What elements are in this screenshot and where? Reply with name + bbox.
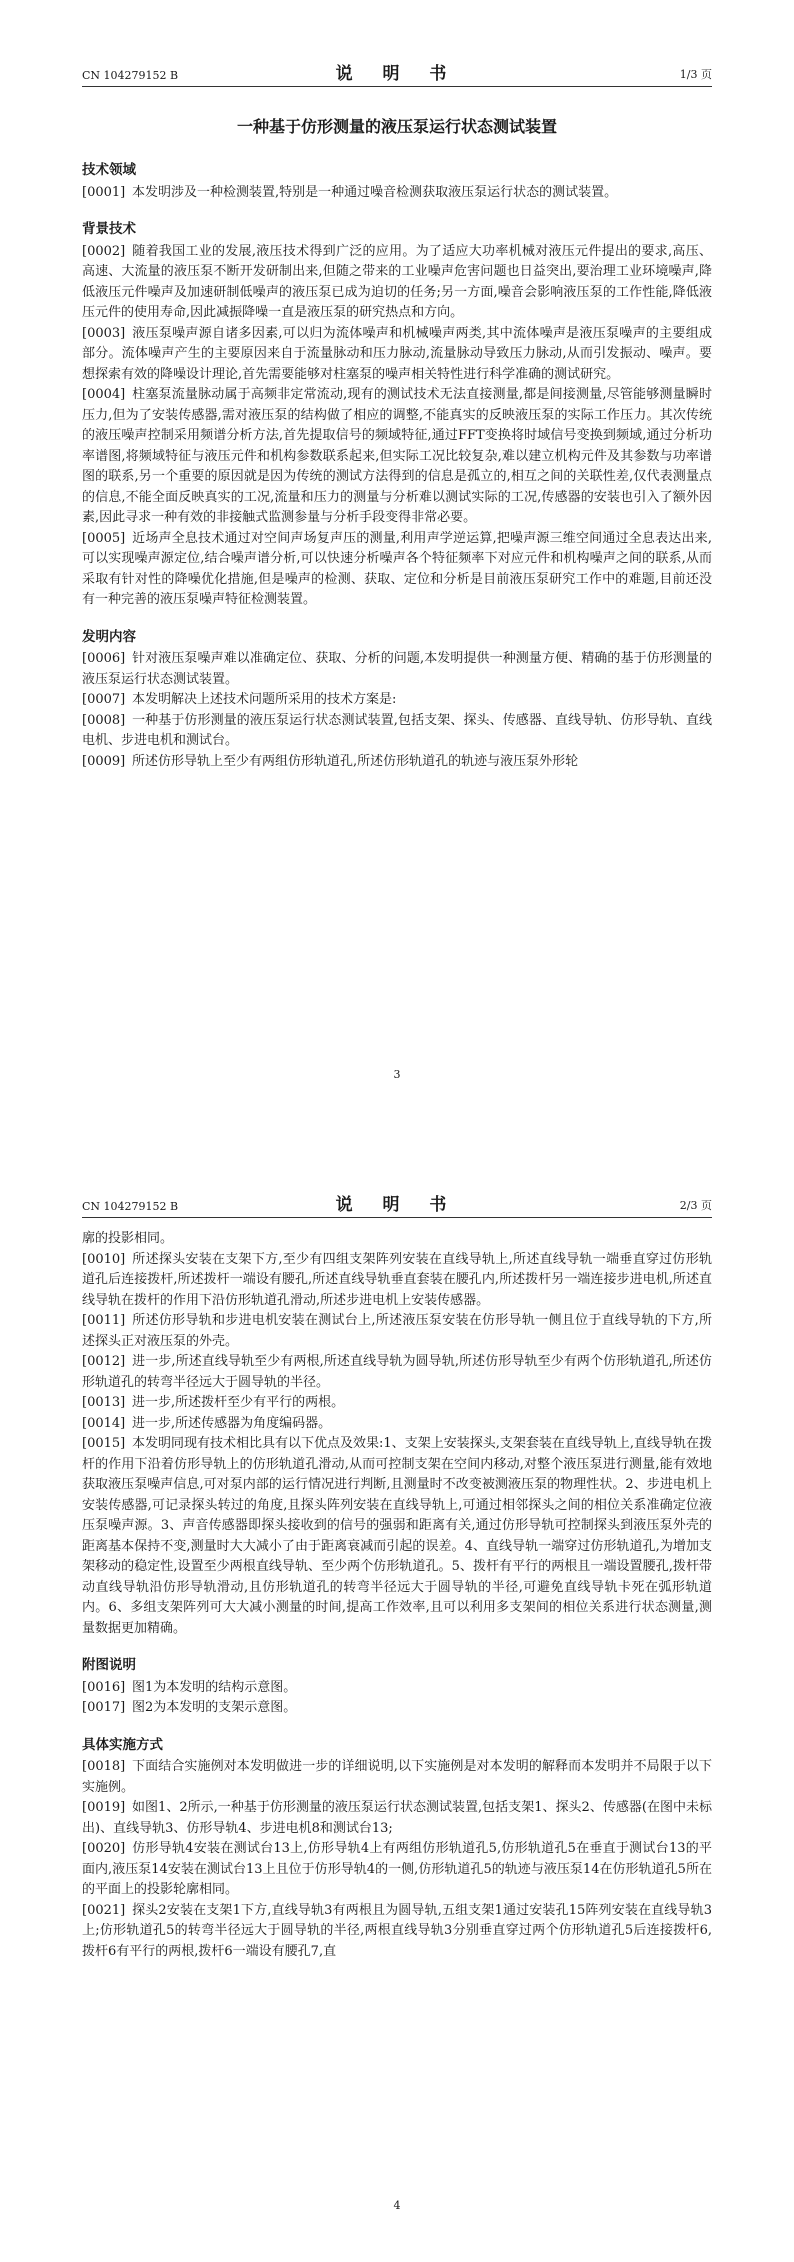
paragraph-number: [0014] <box>82 1415 126 1431</box>
paragraph-text: 针对液压泵噪声难以准确定位、获取、分析的问题,本发明提供一种测量方便、精确的基于仿形测量的液压泵运行状态测试装置。 <box>82 651 712 687</box>
paragraph-0002 <box>82 242 712 324</box>
paragraph-number: [0011] <box>82 1313 126 1328</box>
paragraph-0011 <box>82 1311 712 1352</box>
paragraph-text: 液压泵噪声源自诸多因素,可以归为流体噪声和机械噪声两类,其中流体噪声是液压泵噪声的主要组成部分。流体噪声产生的主要原因来自于流量脉动和压力脉动,流量脉动导致压力脉动,从而引发振动、噪声。要想探索有效的降噪设计理论,首先需要能够对柱塞泵的噪声相关特性进行科学准确的测试研究。 <box>82 325 712 382</box>
paragraph-number: [0012] <box>82 1354 126 1369</box>
paragraph-0019 <box>82 1798 712 1839</box>
paragraph-number: [0005] <box>82 530 126 546</box>
page-header <box>82 62 712 87</box>
paragraph-0018 <box>82 1757 712 1798</box>
paragraph-text: 进一步,所述直线导轨至少有两根,所述直线导轨为圆导轨,所述仿形导轨至少有两个仿形轨道孔,所述仿形轨道孔的转弯半径远大于圆导轨的半径。 <box>82 1354 712 1390</box>
paragraph-0010 <box>82 1250 712 1312</box>
paragraph-0017 <box>82 1698 712 1719</box>
section-heading-drawings: 附图说明 <box>82 1657 136 1673</box>
section-heading-background: 背景技术 <box>82 221 136 237</box>
paragraph-number: [0006] <box>82 651 126 666</box>
paragraph-text: 图1为本发明的结构示意图。 <box>132 1679 297 1695</box>
paragraph-number: [0009] <box>82 753 126 769</box>
paragraph-0015 <box>82 1434 712 1639</box>
paragraph-text: 本发明解决上述技术问题所采用的技术方案是: <box>132 692 397 707</box>
paragraph-text: 柱塞泵流量脉动属于高频非定常流动,现有的测试技术无法直接测量,都是间接测量,尽管能够测量瞬时压力,但为了安装传感器,需对液压泵的结构做了相应的调整,不能真实的反映液压泵的实际工作压力。其次传统的液压噪声控制采用频谱分析方法,首先提取信号的频域特征,通过FFT变换将时域信号变换到频域,通过分析功率谱图,将频域特征与液压元件和机构参数联系起来,但实际工况比较复杂,难以建立机构元件及其参数与功率谱图的联系,另一个重要的原因就是因为传统的测试方法得到的信息是孤立的,相互之间的关联性差,仅代表测量点的信息,不能全面反映真实的工况,流量和压力的测量与分析难以测试实际的工况,传感器的安装也引入了额外因素,因此寻求一种有效的非接触式监测参量与分析手段变得非常必要。 <box>82 387 712 525</box>
page-header <box>82 1193 712 1218</box>
section-heading-embodiment: 具体实施方式 <box>82 1736 163 1753</box>
paragraph-number: [0018] <box>82 1759 126 1774</box>
paragraph-text: 下面结合实施例对本发明做进一步的详细说明,以下实施例是对本发明的解释而本发明并不局限于以下实施例。 <box>82 1759 712 1795</box>
patent-number: CN 104279152 B <box>82 69 179 82</box>
paragraph-number: [0007] <box>82 692 126 707</box>
paragraph-number: [0002] <box>82 243 126 259</box>
paragraph-text: 探头2安装在支架1下方,直线导轨3有两根且为圆导轨,五组支架1通过安装孔15阵列安装在直线导轨3上;仿形轨道孔5的转弯半径远大于圆导轨的半径,两根直线导轨3分别垂直穿过两个仿形轨道孔5后连接拨杆6,拨杆6有平行的两根,拨杆6一端设有腰孔7,直 <box>82 1902 712 1959</box>
page-footer-number: 4 <box>393 2199 401 2212</box>
paragraph-text: 近场声全息技术通过对空间声场复声压的测量,利用声学逆运算,把噪声源三维空间通过全息表达出来,可以实现噪声源定位,结合噪声谱分析,可以快速分析噪声各个特征频率下对应元件和机构噪声之间的联系,从而采取有针对性的降噪优化措施,但是噪声的检测、获取、定位和分析是目前液压泵研究工作中的难题,目前还没有一种完善的液压泵噪声特征检测装置。 <box>82 530 712 607</box>
section-heading-summary: 发明内容 <box>82 628 136 645</box>
paragraph-number: [0021] <box>82 1902 126 1918</box>
paragraph-number: [0019] <box>82 1800 126 1815</box>
paragraph-text: 如图1、2所示,一种基于仿形测量的液压泵运行状态测试装置,包括支架1、探头2、传感器(在图中未标出)、直线导轨3、仿形导轨4、步进电机8和测试台13; <box>82 1800 712 1836</box>
paragraph-0003 <box>82 324 712 386</box>
paragraph-0014 <box>82 1414 712 1435</box>
paragraph-0016 <box>82 1678 712 1699</box>
paragraph-number: [0003] <box>82 325 126 341</box>
paragraph-number: [0017] <box>82 1700 126 1715</box>
section-heading-tech-field: 技术领域 <box>82 162 136 178</box>
paragraph-text: 一种基于仿形测量的液压泵运行状态测试装置,包括支架、探头、传感器、直线导轨、仿形导轨、直线电机、步进电机和测试台。 <box>82 712 712 748</box>
page-body <box>82 160 712 772</box>
page-body <box>82 1229 712 1962</box>
paragraph-text: 图2为本发明的支架示意图。 <box>132 1700 297 1715</box>
patent-number: CN 104279152 B <box>82 1200 179 1213</box>
paragraph-0020 <box>82 1839 712 1901</box>
header-title: 说 明 书 <box>335 1195 459 1215</box>
paragraph-0013 <box>82 1393 712 1414</box>
paragraph-number: [0010] <box>82 1251 126 1267</box>
header-title: 说 明 书 <box>335 64 459 84</box>
paragraph-0004 <box>82 385 712 529</box>
page-footer-number: 3 <box>393 1068 401 1081</box>
paragraph-0001 <box>82 183 712 204</box>
paragraph-0008 <box>82 711 712 752</box>
page-indicator: 1/3 页 <box>679 68 712 81</box>
document-title: 一种基于仿形测量的液压泵运行状态测试装置 <box>236 117 557 136</box>
paragraph-text: 本发明涉及一种检测装置,特别是一种通过噪音检测获取液压泵运行状态的测试装置。 <box>132 184 618 200</box>
paragraph-number: [0004] <box>82 387 126 402</box>
paragraph-text: 所述探头安装在支架下方,至少有四组支架阵列安装在直线导轨上,所述直线导轨一端垂直穿过仿形轨道孔后连接拨杆,所述拨杆一端设有腰孔,所述直线导轨垂直套装在腰孔内,所述拨杆另一端连接步进电机,所述直线导轨在拨杆的作用下沿仿形轨道孔滑动,所述步进电机上安装传感器。 <box>82 1251 712 1308</box>
paragraph-number: [0020] <box>82 1841 126 1856</box>
paragraph-text: 进一步,所述拨杆至少有平行的两根。 <box>132 1395 345 1410</box>
paragraph-number: [0008] <box>82 712 126 728</box>
paragraph-number: [0015] <box>82 1436 126 1451</box>
paragraph-0012 <box>82 1352 712 1393</box>
paragraph-0005 <box>82 529 712 611</box>
paragraph-text: 所述仿形导轨和步进电机安装在测试台上,所述液压泵安装在仿形导轨一侧且位于直线导轨的下方,所述探头正对液压泵的外壳。 <box>82 1313 712 1349</box>
paragraph-0006 <box>82 649 712 690</box>
paragraph-text: 随着我国工业的发展,液压技术得到广泛的应用。为了适应大功率机械对液压元件提出的要求,高压、高速、大流量的液压泵不断开发研制出来,但随之带来的工业噪声危害问题也日益突出,要治理工业环境噪声,降低液压元件噪声及加速研制低噪声的液压泵已成为迫切的任务;另一方面,噪音会影响液压泵的工作性能,降低液压元件的使用寿命,因此减振降噪一直是液压泵的研究热点和方向。 <box>82 243 712 320</box>
paragraph-0021 <box>82 1901 712 1963</box>
paragraph-number: [0016] <box>82 1679 126 1695</box>
paragraph-text: 所述仿形导轨上至少有两组仿形轨道孔,所述仿形轨道孔的轨迹与液压泵外形轮 <box>132 753 579 769</box>
page-indicator: 2/3 页 <box>679 1199 712 1212</box>
paragraph-number: [0013] <box>82 1395 126 1410</box>
paragraph-number: [0001] <box>82 184 126 200</box>
paragraph-text: 仿形导轨4安装在测试台13上,仿形导轨4上有两组仿形轨道孔5,仿形轨道孔5在垂直于测试台13的平面内,液压泵14安装在测试台13上且位于仿形导轨4的一侧,仿形轨道孔5的轨迹与液压泵14在仿形轨道孔5所在的平面上的投影轮廓相同。 <box>82 1841 712 1897</box>
document-page-2 <box>0 1131 794 2262</box>
paragraph-text: 进一步,所述传感器为角度编码器。 <box>132 1415 332 1431</box>
paragraph-0007 <box>82 690 712 711</box>
paragraph-0009-continued: 廓的投影相同。 <box>82 1231 174 1246</box>
paragraph-0009 <box>82 752 712 773</box>
paragraph-text: 本发明同现有技术相比具有以下优点及效果:1、支架上安装探头,支架套装在直线导轨上,直线导轨在拨杆的作用下沿着仿形导轨上的仿形轨道孔滑动,从而可控制支架在空间内移动,对整个液压泵进行测量,能有效地获取液压泵噪声信息,可对泵内部的运行情况进行判断,且测量时不改变被测液压泵的物理性状。2、步进电机上安装传感器,可记录探头转过的角度,且探头阵列安装在直线导轨上,可通过相邻探头之间的相位关系准确定位液压泵噪声源。3、声音传感器即探头接收到的信号的强弱和距离有关,通过仿形导轨可控制探头到液压泵外壳的距离基本保持不变,测量时大大减小了由于距离衰减而引起的误差。4、直线导轨一端穿过仿形轨道孔,为增加支架移动的稳定性,设置至少两根直线导轨、至少两个仿形轨道孔。5、拨杆有平行的两根且一端设置腰孔,拨杆带动直线导轨沿仿形导轨滑动,且仿形轨道孔的转弯半径远大于圆导轨的半径,可避免直线导轨卡死在弧形轨道内。6、多组支架阵列可大大减小测量的时间,提高工作效率,且可以利用多支架间的相位关系进行状态测量,测量数据更加精确。 <box>82 1436 712 1636</box>
